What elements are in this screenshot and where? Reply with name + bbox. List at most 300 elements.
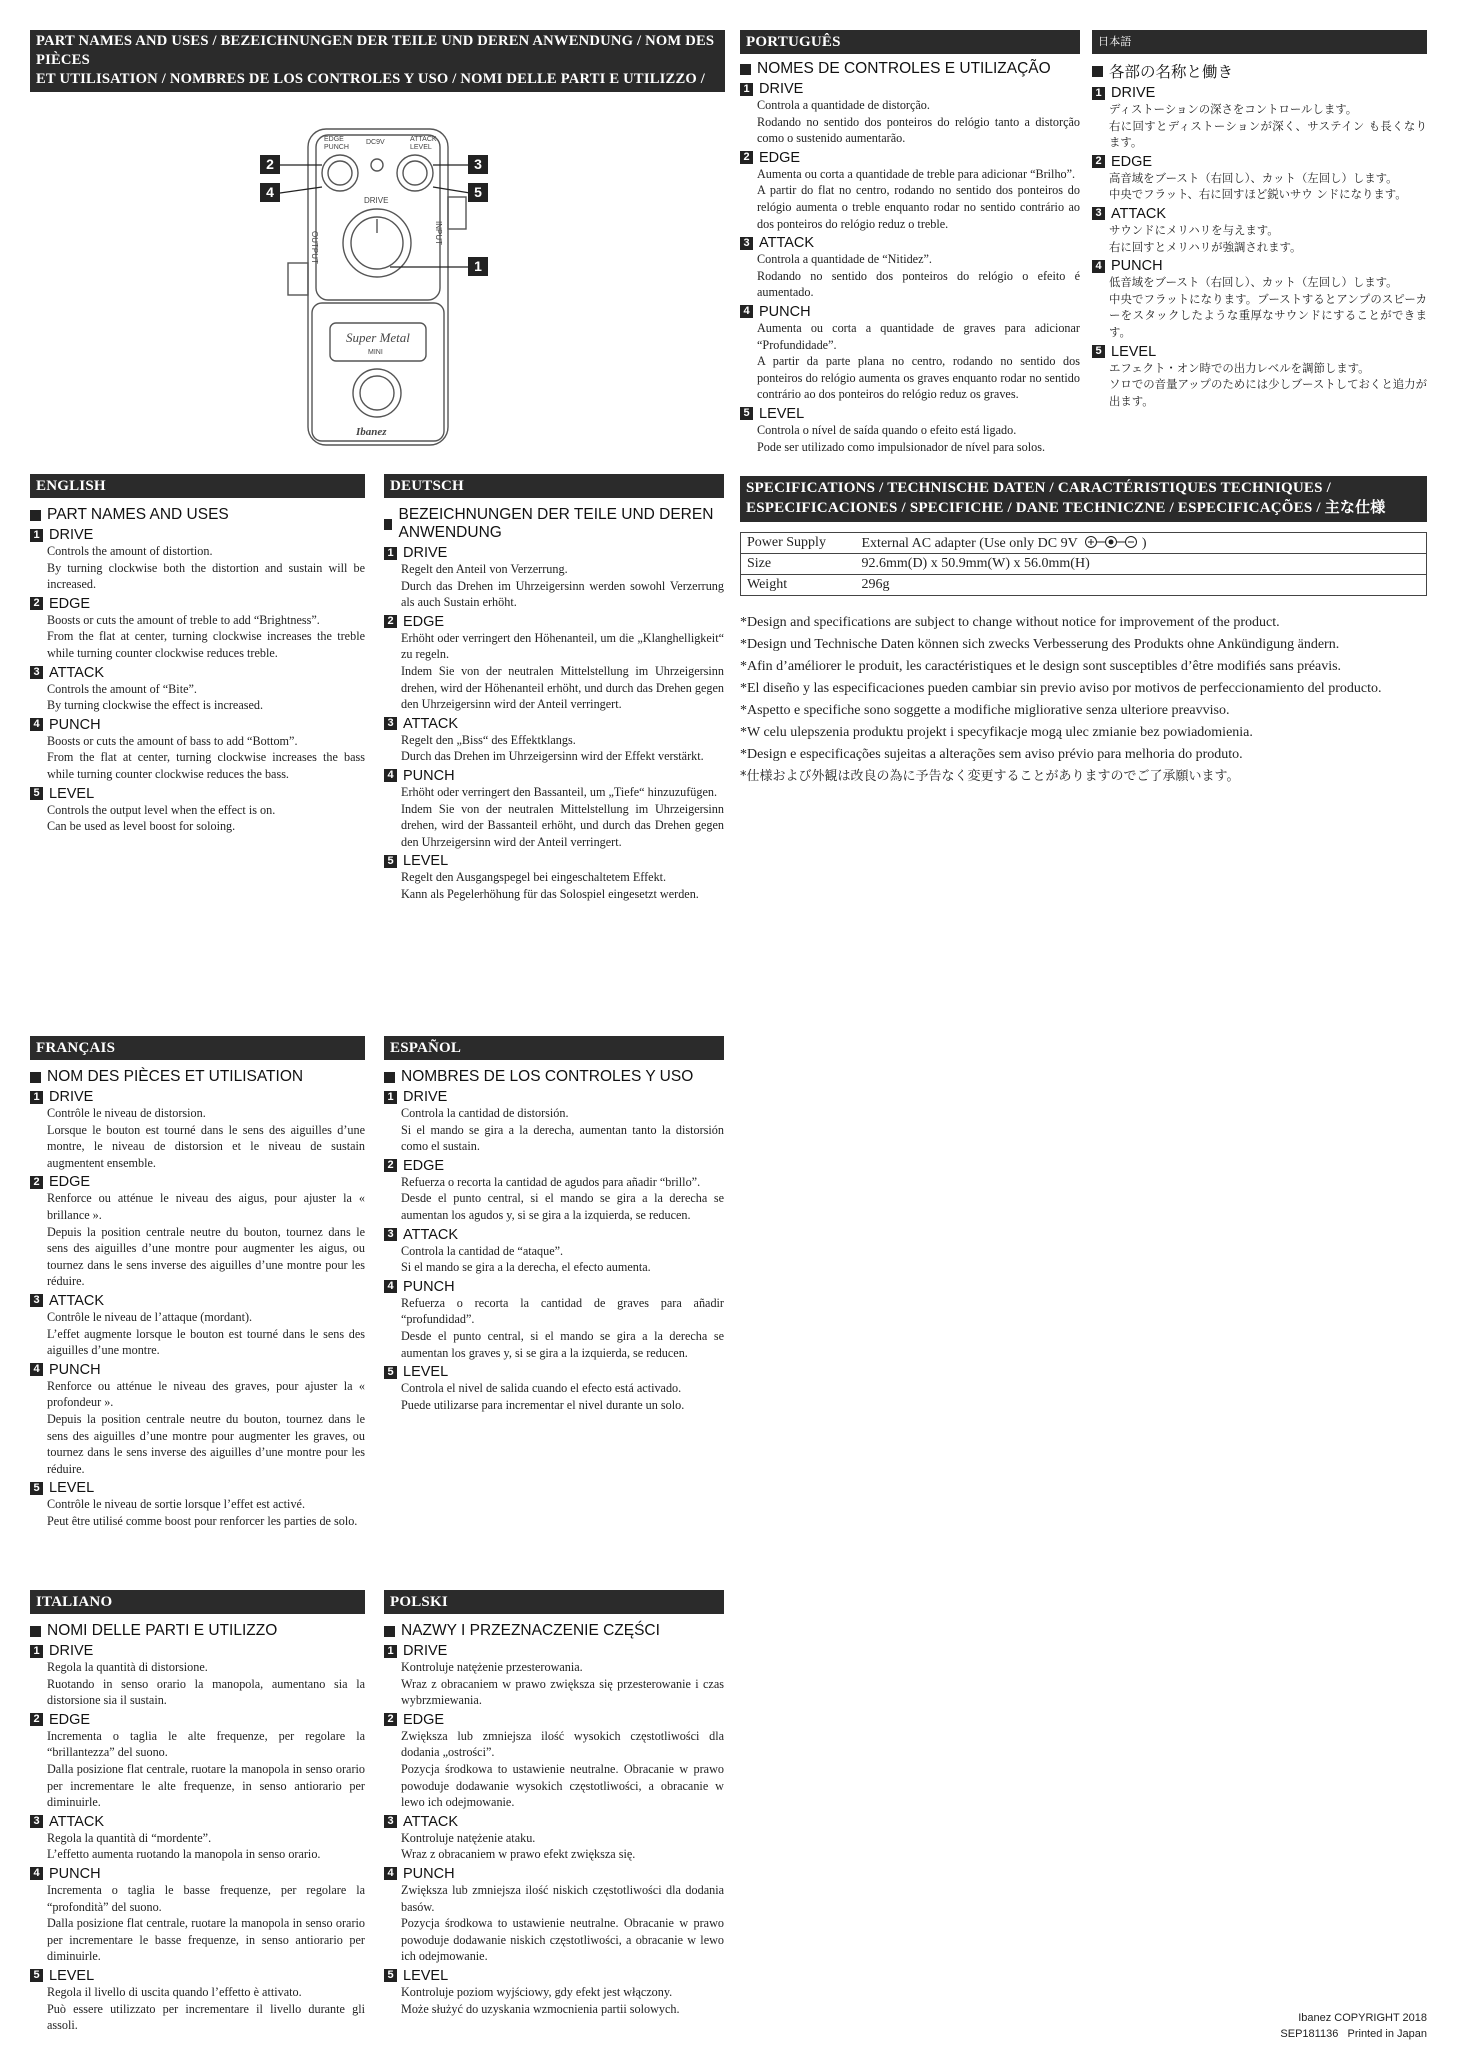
control-name: DRIVE <box>49 1089 94 1105</box>
control-description <box>384 1174 724 1224</box>
number-badge: 2 <box>30 1713 43 1726</box>
control-name: PUNCH <box>1111 258 1163 275</box>
main-title-bar <box>30 30 725 125</box>
description-line: Renforce ou atténue le niveau des aigus, pour ajuster la « brillance ». <box>47 1191 365 1222</box>
number-badge: 5 <box>384 1366 397 1379</box>
control-description <box>30 1378 365 1478</box>
portugues-section <box>740 54 1080 455</box>
control-name: EDGE <box>403 1157 445 1174</box>
control-name: PUNCH <box>759 303 811 320</box>
spec-value-close: ) <box>1141 535 1147 551</box>
number-badge: 3 <box>30 1294 43 1307</box>
control-punch <box>384 768 724 784</box>
control-attack <box>384 716 724 732</box>
description-line: Refuerza o recorta la cantidad de graves para añadir “profundidad”. <box>401 1295 724 1327</box>
control-description <box>384 784 724 850</box>
description-line: Ruotando in senso orario la manopola, aumentano sia la distorsione sia il sustain. <box>47 1676 365 1708</box>
control-description <box>30 733 365 783</box>
control-edge <box>740 150 1080 166</box>
description-line: Erhöht oder verringert den Höhenanteil, um die „Klanghelligkeit“ zu regeln. <box>401 630 724 662</box>
control-name: LEVEL <box>403 853 449 870</box>
description-line: 中央でフラット、右に回すほど鋭いサウ ンドになります。 <box>1109 187 1407 202</box>
control-name: ATTACK <box>403 1813 459 1830</box>
description-line: Controla a quantidade de “Nitidez”. <box>757 252 932 267</box>
attack-label: ATTACK <box>410 136 437 143</box>
control-description <box>740 166 1080 232</box>
subheading-text: NAZWY I PRZEZNACZENIE CZĘŚCI <box>401 1622 660 1639</box>
number-badge: 5 <box>1092 345 1105 358</box>
control-name: ATTACK <box>403 1226 459 1243</box>
control-description <box>384 732 724 765</box>
portugues-subheading <box>740 60 1080 78</box>
description-line: Aumenta ou corta a quantidade de treble para adicionar “Brilho”. <box>757 166 1076 181</box>
control-attack <box>30 1293 365 1309</box>
description-line: Zwiększa lub zmniejsza ilość wysokich częstotliwości dla dodania „ostrości”. <box>401 1728 724 1760</box>
control-description <box>384 1830 724 1863</box>
control-name: ATTACK <box>49 664 105 681</box>
spec-label: Power Supply <box>741 533 856 554</box>
control-description <box>1092 274 1427 340</box>
description-line: L’effetto aumenta ruotando la manopola in senso orario. <box>47 1847 321 1862</box>
control-name: PUNCH <box>403 1278 455 1295</box>
number-badge: 3 <box>30 1815 43 1828</box>
control-punch <box>30 1362 365 1378</box>
spec-value: 296g <box>856 575 1427 596</box>
polski-section <box>384 1616 724 2017</box>
control-description <box>384 1728 724 1811</box>
control-description <box>384 561 724 611</box>
control-edge <box>1092 154 1427 170</box>
control-attack <box>30 665 365 681</box>
subheading-text: NOM DES PIÈCES ET UTILISATION <box>47 1068 304 1085</box>
brand-logo: Ibanez <box>356 426 387 438</box>
description-line: Regola la quantità di distorsione. <box>47 1660 208 1674</box>
number-badge: 1 <box>30 1645 43 1658</box>
number-badge: 4 <box>384 1867 397 1880</box>
control-name: LEVEL <box>49 1480 95 1497</box>
japanese-section <box>1092 54 1427 409</box>
description-line: Erhöht oder verringert den Bassanteil, um „Tiefe“ hinzuzufügen. <box>401 784 717 799</box>
control-punch <box>384 1866 724 1882</box>
number-badge: 1 <box>30 1091 43 1104</box>
control-name: ATTACK <box>1111 205 1167 222</box>
number-badge: 3 <box>740 237 753 250</box>
subheading-text: 各部の名称と働き <box>1109 64 1234 81</box>
description-line: Boosts or cuts the amount of treble to add “Brightness”. <box>47 612 320 627</box>
control-drive <box>384 1089 724 1105</box>
polarity-icon <box>1084 535 1142 549</box>
control-drive <box>1092 85 1427 101</box>
dc-label: DC9V <box>366 139 385 146</box>
control-name: LEVEL <box>403 1364 449 1381</box>
control-name: PUNCH <box>403 1865 455 1882</box>
description-line: Regelt den Anteil von Verzerrung. <box>401 562 568 576</box>
control-name: EDGE <box>403 1711 445 1728</box>
control-attack <box>1092 206 1427 222</box>
description-line: From the flat at center, turning clockwise increases the treble while turning counter clockwise reduces treble. <box>47 629 365 660</box>
description-line: Durch das Drehen im Uhrzeigersinn werden sowohl Verzerrung als auch Sustain erhöht. <box>401 578 724 610</box>
control-name: EDGE <box>1111 153 1153 170</box>
control-description <box>30 612 365 662</box>
control-description <box>30 802 365 835</box>
description-line: Can be used as level boost for soloing. <box>47 819 236 834</box>
description-line: Renforce ou atténue le niveau des graves, pour ajuster la « profondeur ». <box>47 1378 365 1410</box>
control-level <box>384 1968 724 1984</box>
spec-row-size <box>741 554 1427 575</box>
control-description <box>384 1984 724 2017</box>
footer-codes <box>1200 2026 1427 2042</box>
control-description <box>30 1105 365 1171</box>
number-badge: 2 <box>384 615 397 628</box>
number-badge: 2 <box>30 597 43 610</box>
number-badge: 1 <box>384 1645 397 1658</box>
francais-subheading <box>30 1068 365 1086</box>
number-badge: 4 <box>1092 260 1105 273</box>
english-subheading <box>30 506 365 524</box>
number-badge: 2 <box>30 1176 43 1189</box>
description-line: Controla el nivel de salida cuando el efecto está activado. <box>401 1381 682 1396</box>
number-badge: 3 <box>1092 207 1105 220</box>
control-punch <box>384 1279 724 1295</box>
description-line: Incrementa o taglia le basse frequenze, per regolare la “profondità” del suono. <box>47 1882 365 1914</box>
square-bullet-icon <box>384 519 392 530</box>
spec-note: *Design and specifications are subject to change without notice for improvement of the product. <box>740 615 1280 630</box>
square-bullet-icon <box>30 1626 41 1637</box>
number-badge: 4 <box>384 769 397 782</box>
control-name: EDGE <box>49 1711 91 1728</box>
japanese-heading: 日本語 <box>1092 30 1427 54</box>
deutsch-section <box>384 500 724 903</box>
square-bullet-icon <box>30 510 41 521</box>
control-description <box>30 1659 365 1709</box>
square-bullet-icon <box>1092 66 1103 77</box>
description-line: By turning clockwise the effect is increased. <box>47 698 264 713</box>
control-description <box>1092 360 1427 410</box>
diagram-marker-4: 4 <box>260 183 280 202</box>
diagram-marker-5: 5 <box>468 183 488 202</box>
description-line: ディストーションの深さをコントロールします。 <box>1109 102 1358 116</box>
control-level <box>384 853 724 869</box>
control-description <box>740 320 1080 403</box>
description-line: Desde el punto central, si el mando se gira a la derecha se aumentan los graves y, si se gira a la izquierda, se reducen. <box>401 1328 724 1360</box>
product-code: SEP181136 <box>1280 2028 1339 2040</box>
description-line: 中央でフラットになります。ブーストするとアンプのスピーカーをスタックしたような重厚なサウンドにすることができます。 <box>1109 291 1427 339</box>
control-attack <box>740 235 1080 251</box>
copyright-text: Ibanez COPYRIGHT 2018 <box>1298 2012 1427 2024</box>
description-line: Kann als Pegelerhöhung für das Solospiel eingesetzt werden. <box>401 886 699 901</box>
subheading-text: PART NAMES AND USES <box>47 506 229 523</box>
control-description <box>384 1659 724 1709</box>
control-attack <box>384 1814 724 1830</box>
description-line: Puede utilizarse para incrementar el nivel durante un solo. <box>401 1397 685 1412</box>
description-line: Si el mando se gira a la derecha, aumentan tanto la distorsión como el sustain. <box>401 1122 724 1154</box>
spec-value: 92.6mm(D) x 50.9mm(W) x 56.0mm(H) <box>856 554 1427 575</box>
control-description <box>1092 101 1427 151</box>
francais-heading: FRANÇAIS <box>30 1036 365 1060</box>
description-line: Controls the amount of “Bite”. <box>47 681 197 696</box>
number-badge: 5 <box>384 1969 397 1982</box>
number-badge: 1 <box>1092 87 1105 100</box>
control-description <box>740 422 1080 455</box>
number-badge: 5 <box>30 787 43 800</box>
description-line: Controla la cantidad de distorsión. <box>401 1106 569 1120</box>
control-name: EDGE <box>759 149 801 166</box>
spec-value-text: External AC adapter (Use only DC 9V <box>861 535 1078 551</box>
description-line: Indem Sie von der neutralen Mittelstellung im Uhrzeigersinn drehen, wird der Bassanteil erhöht, und durch das Drehen gegen den Uhrzeigersinn wird der Anteil verringert. <box>401 801 724 849</box>
number-badge: 2 <box>1092 155 1105 168</box>
description-line: Si el mando se gira a la derecha, el efecto aumenta. <box>401 1260 651 1275</box>
control-description <box>384 1882 724 1965</box>
control-name: ATTACK <box>759 235 815 252</box>
control-name: LEVEL <box>403 1967 449 1984</box>
square-bullet-icon <box>30 1072 41 1083</box>
control-level <box>30 786 365 802</box>
description-line: Może służyć do uzyskania wzmocnienia partii solowych. <box>401 2001 680 2016</box>
francais-section <box>30 1062 365 1529</box>
control-description <box>384 1380 724 1413</box>
control-description <box>384 869 724 902</box>
description-line: Regola la quantità di “mordente”. <box>47 1830 212 1845</box>
control-name: DRIVE <box>49 1643 94 1659</box>
pedal-sub: MINI <box>368 349 383 356</box>
square-bullet-icon <box>384 1072 395 1083</box>
description-line: Boosts or cuts the amount of bass to add “Bottom”. <box>47 733 298 748</box>
control-level <box>30 1968 365 1984</box>
output-label: OUTPUT <box>310 231 319 264</box>
control-attack <box>30 1814 365 1830</box>
description-line: Pozycja środkowa to ustawienie neutralne. Obracanie w prawo powoduje dodawanie wysokich częstotliwości, a obracanie w lewo ich odejmowanie. <box>401 1761 724 1810</box>
control-punch <box>1092 258 1427 274</box>
control-drive <box>30 1089 365 1105</box>
edge-label: EDGE <box>324 136 344 143</box>
spec-row-weight <box>741 575 1427 596</box>
number-badge: 3 <box>384 1815 397 1828</box>
espanol-section <box>384 1062 724 1413</box>
description-line: L’effet augmente lorsque le bouton est tourné dans le sens des aiguilles d’une montre. <box>47 1326 365 1358</box>
control-description <box>1092 170 1427 203</box>
control-name: DRIVE <box>1111 85 1156 101</box>
deutsch-heading: DEUTSCH <box>384 474 724 498</box>
number-badge: 4 <box>30 1363 43 1376</box>
description-line: Kontroluje natężenie ataku. <box>401 1830 536 1845</box>
control-description <box>384 1243 724 1276</box>
description-line: Contrôle le niveau de sortie lorsque l’effet est activé. <box>47 1497 305 1512</box>
level-label: LEVEL <box>410 144 432 151</box>
polski-heading: POLSKI <box>384 1590 724 1614</box>
english-section <box>30 500 365 835</box>
control-name: DRIVE <box>403 1089 448 1105</box>
control-name: LEVEL <box>49 1967 95 1984</box>
description-line: By turning clockwise both the distortion and sustain will be increased. <box>47 560 365 592</box>
control-level <box>30 1480 365 1496</box>
subheading-text: BEZEICHNUNGEN DER TEILE UND DEREN ANWENDUNG <box>398 506 714 541</box>
diagram-marker-1: 1 <box>468 257 488 276</box>
number-badge: 4 <box>740 305 753 318</box>
square-bullet-icon <box>384 1626 395 1637</box>
description-line: 高音域をブースト（右回し）、カット（左回し）します。 <box>1109 170 1398 185</box>
description-line: Può essere utilizzato per incrementare il livello durante gli assoli. <box>47 2001 365 2033</box>
subheading-text: NOMI DELLE PARTI E UTILIZZO <box>47 1622 278 1639</box>
control-name: ATTACK <box>49 1292 105 1309</box>
control-drive <box>384 1643 724 1659</box>
description-line: Lorsque le bouton est tourné dans le sens des aiguilles d’une montre, le niveau de distorsion et le niveau de sustain augmentent ensemble. <box>47 1122 365 1170</box>
control-punch <box>30 717 365 733</box>
description-line: Zwiększa lub zmniejsza ilość niskich częstotliwości dla dodania basów. <box>401 1882 724 1914</box>
control-description <box>30 1830 365 1863</box>
description-line: Desde el punto central, si el mando se gira a la derecha se aumentan los agudos y, si se gira a la izquierda, se reducen. <box>401 1191 724 1222</box>
control-name: PUNCH <box>49 716 101 733</box>
control-name: PUNCH <box>49 1865 101 1882</box>
description-line: Wraz z obracaniem w prawo efekt zwiększa się. <box>401 1847 636 1862</box>
description-line: Regola il livello di uscita quando l’effetto è attivato. <box>47 1984 302 1999</box>
italiano-heading: ITALIANO <box>30 1590 365 1614</box>
english-heading: ENGLISH <box>30 474 365 498</box>
control-description <box>1092 222 1427 255</box>
number-badge: 1 <box>384 1091 397 1104</box>
subheading-text: NOMBRES DE LOS CONTROLES Y USO <box>401 1068 694 1085</box>
main-title-line3: I PRZEZNACZENIE CZĘŚCI / NOMES DE CONTROLES E UTILIZAÇÃO / 各部の名称と働き <box>36 109 666 125</box>
control-name: DRIVE <box>403 545 448 561</box>
subheading-text: NOMES DE CONTROLES E UTILIZAÇÃO <box>757 60 1051 77</box>
control-edge <box>30 596 365 612</box>
control-name: LEVEL <box>49 785 95 802</box>
description-line: サウンドにメリハリを与えます。 <box>1109 222 1279 237</box>
control-description <box>30 1309 365 1359</box>
deutsch-subheading <box>384 506 724 542</box>
control-level <box>384 1364 724 1380</box>
control-level <box>1092 344 1427 360</box>
spec-note: *Afin d’améliorer le produit, les caractéristiques et le design sont susceptibles d’être modifiés sans préavis. <box>740 659 1342 674</box>
control-name: EDGE <box>403 613 445 630</box>
control-name: ATTACK <box>49 1813 105 1830</box>
number-badge: 2 <box>384 1159 397 1172</box>
control-punch <box>740 304 1080 320</box>
spec-label: Weight <box>741 575 856 596</box>
spec-note: *W celu ulepszenia produktu projekt i specyfikacje mogą ulec zmianie bez powiadomienia. <box>740 725 1253 740</box>
japanese-subheading <box>1092 60 1427 82</box>
number-badge: 5 <box>30 1969 43 1982</box>
control-drive <box>740 81 1080 97</box>
control-edge <box>384 614 724 630</box>
control-description <box>30 1496 365 1529</box>
espanol-subheading <box>384 1068 724 1086</box>
description-line: Indem Sie von der neutralen Mittelstellung im Uhrzeigersinn drehen, wird der Höhenanteil erhöht, und durch das Drehen gegen den Uhrzeigersinn wird der Anteil verringert. <box>401 663 724 712</box>
spec-note: *Design und Technische Daten können sich zwecks Verbesserung des Produkts ohne Ankündigung ändern. <box>740 637 1340 652</box>
specs-heading-line1: SPECIFICATIONS / TECHNISCHE DATEN / CARACTÉRISTIQUES TECHNIQUES / <box>746 480 1331 496</box>
description-line: Pode ser utilizado como impulsionador de nível para solos. <box>757 439 1046 454</box>
description-line: 右に回すとディストーションが深く、サステイン も長くなります。 <box>1109 118 1427 150</box>
control-description <box>30 1984 365 2034</box>
number-badge: 5 <box>740 407 753 420</box>
description-line: Contrôle le niveau de distorsion. <box>47 1106 206 1120</box>
description-line: Peut être utilisé comme boost pour renforcer les parties de solo. <box>47 1513 358 1528</box>
description-line: Controls the amount of distortion. <box>47 544 213 558</box>
portugues-heading: PORTUGUÊS <box>740 30 1080 54</box>
description-line: Regelt den Ausgangspegel bei eingeschaltetem Effekt. <box>401 870 667 885</box>
description-line: Incrementa o taglia le alte frequenze, per regolare la “brillantezza” del suono. <box>47 1728 365 1760</box>
control-description <box>30 681 365 714</box>
control-name: EDGE <box>49 1174 91 1191</box>
italiano-section <box>30 1616 365 2034</box>
number-badge: 2 <box>740 151 753 164</box>
printed-in: Printed in Japan <box>1347 2028 1427 2040</box>
description-line: 低音域をブースト（右回し）、カット（左回し）します。 <box>1109 275 1398 290</box>
number-badge: 4 <box>30 1867 43 1880</box>
spec-note: *Design e especificações sujeitas a alterações sem aviso prévio para melhoria do produto. <box>740 747 1243 762</box>
description-line: Aumenta ou corta a quantidade de graves para adicionar “Profundidade”. <box>757 320 1080 352</box>
description-line: A partir da parte plana no centro, rodando no sentido dos ponteiros do relógio aumenta os graves enquanto rodar no sentido contrário ao dos ponteiros do relógio reduz os graves. <box>757 354 1080 402</box>
description-line: エフェクト・オン時での出力レベルを調節します。 <box>1109 360 1370 375</box>
control-edge <box>30 1712 365 1728</box>
control-description <box>384 1295 724 1361</box>
description-line: Controls the output level when the effect is on. <box>47 802 276 817</box>
control-description <box>30 1728 365 1811</box>
control-description <box>30 1882 365 1965</box>
control-edge <box>384 1158 724 1174</box>
specs-heading <box>740 476 1427 522</box>
description-line: Dalla posizione flat centrale, ruotare la manopola in senso orario per incrementare le basse frequenze, in senso antiorario per diminuirle. <box>47 1916 365 1964</box>
number-badge: 5 <box>30 1482 43 1495</box>
footer <box>1200 2010 1427 2042</box>
italiano-subheading <box>30 1622 365 1640</box>
number-badge: 4 <box>30 718 43 731</box>
number-badge: 3 <box>384 1228 397 1241</box>
control-description <box>30 1190 365 1290</box>
diagram-marker-2: 2 <box>260 155 280 174</box>
drive-label: DRIVE <box>364 196 389 205</box>
number-badge: 3 <box>384 717 397 730</box>
description-line: Controla la cantidad de “ataque”. <box>401 1243 564 1258</box>
control-punch <box>30 1866 365 1882</box>
control-name: DRIVE <box>759 81 804 97</box>
punch-label: PUNCH <box>324 144 349 151</box>
control-description <box>384 630 724 713</box>
specs-heading-line2: ESPECIFICACIONES / SPECIFICHE / DANE TECHNICZNE / ESPECIFICAÇÕES / 主な仕様 <box>746 500 1386 516</box>
pedal-name: Super Metal <box>346 330 410 345</box>
spec-note: *El diseño y las especificaciones pueden cambiar sin previo aviso por motivos de perfeccionamiento del producto. <box>740 681 1382 696</box>
number-badge: 4 <box>384 1280 397 1293</box>
description-line: ソロでの音量アップのためには少しブーストしておくと追力が出ます。 <box>1109 377 1427 408</box>
description-line: Controla a quantidade de distorção. <box>757 98 930 112</box>
description-line: Contrôle le niveau de l’attaque (mordant). <box>47 1309 253 1324</box>
description-line: Kontroluje poziom wyjściowy, gdy efekt jest włączony. <box>401 1984 673 1999</box>
description-line: 右に回すとメリハリが強調されます。 <box>1109 239 1302 254</box>
control-name: LEVEL <box>1111 343 1157 360</box>
spec-note: *Aspetto e specifiche sono soggette a modifiche migliorative senza ulteriore preavviso. <box>740 703 1230 718</box>
description-line: Wraz z obracaniem w prawo zwiększa się przesterowanie i czas wybrzmiewania. <box>401 1676 724 1708</box>
main-title-line1: PART NAMES AND USES / BEZEICHNUNGEN DER TEILE UND DEREN ANWENDUNG / NOM DES PIÈCES <box>36 33 715 68</box>
control-description <box>30 543 365 593</box>
control-edge <box>30 1174 365 1190</box>
spec-row-power <box>741 533 1427 554</box>
control-name: DRIVE <box>49 527 94 543</box>
polski-subheading <box>384 1622 724 1640</box>
number-badge: 1 <box>30 529 43 542</box>
control-drive <box>384 545 724 561</box>
number-badge: 1 <box>384 547 397 560</box>
description-line: From the flat at center, turning clockwise increases the bass while turning counter clockwise reduces the bass. <box>47 750 365 781</box>
description-line: Kontroluje natężenie przesterowania. <box>401 1660 583 1674</box>
number-badge: 3 <box>30 666 43 679</box>
control-description <box>740 251 1080 301</box>
control-edge <box>384 1712 724 1728</box>
number-badge: 1 <box>740 83 753 96</box>
description-line: Controla o nível de saída quando o efeito está ligado. <box>757 422 1017 437</box>
espanol-heading: ESPAÑOL <box>384 1036 724 1060</box>
control-drive <box>30 1643 365 1659</box>
description-line: Rodando no sentido dos ponteiros do relógio tanto a distorção como o sustenido aumentarão. <box>757 114 1080 146</box>
description-line: Pozycja środkowa to ustawienie neutralne. Obracanie w prawo powoduje dodawanie niskich częstotliwości, a obracanie w lewo ich odejmowanie. <box>401 1916 724 1964</box>
